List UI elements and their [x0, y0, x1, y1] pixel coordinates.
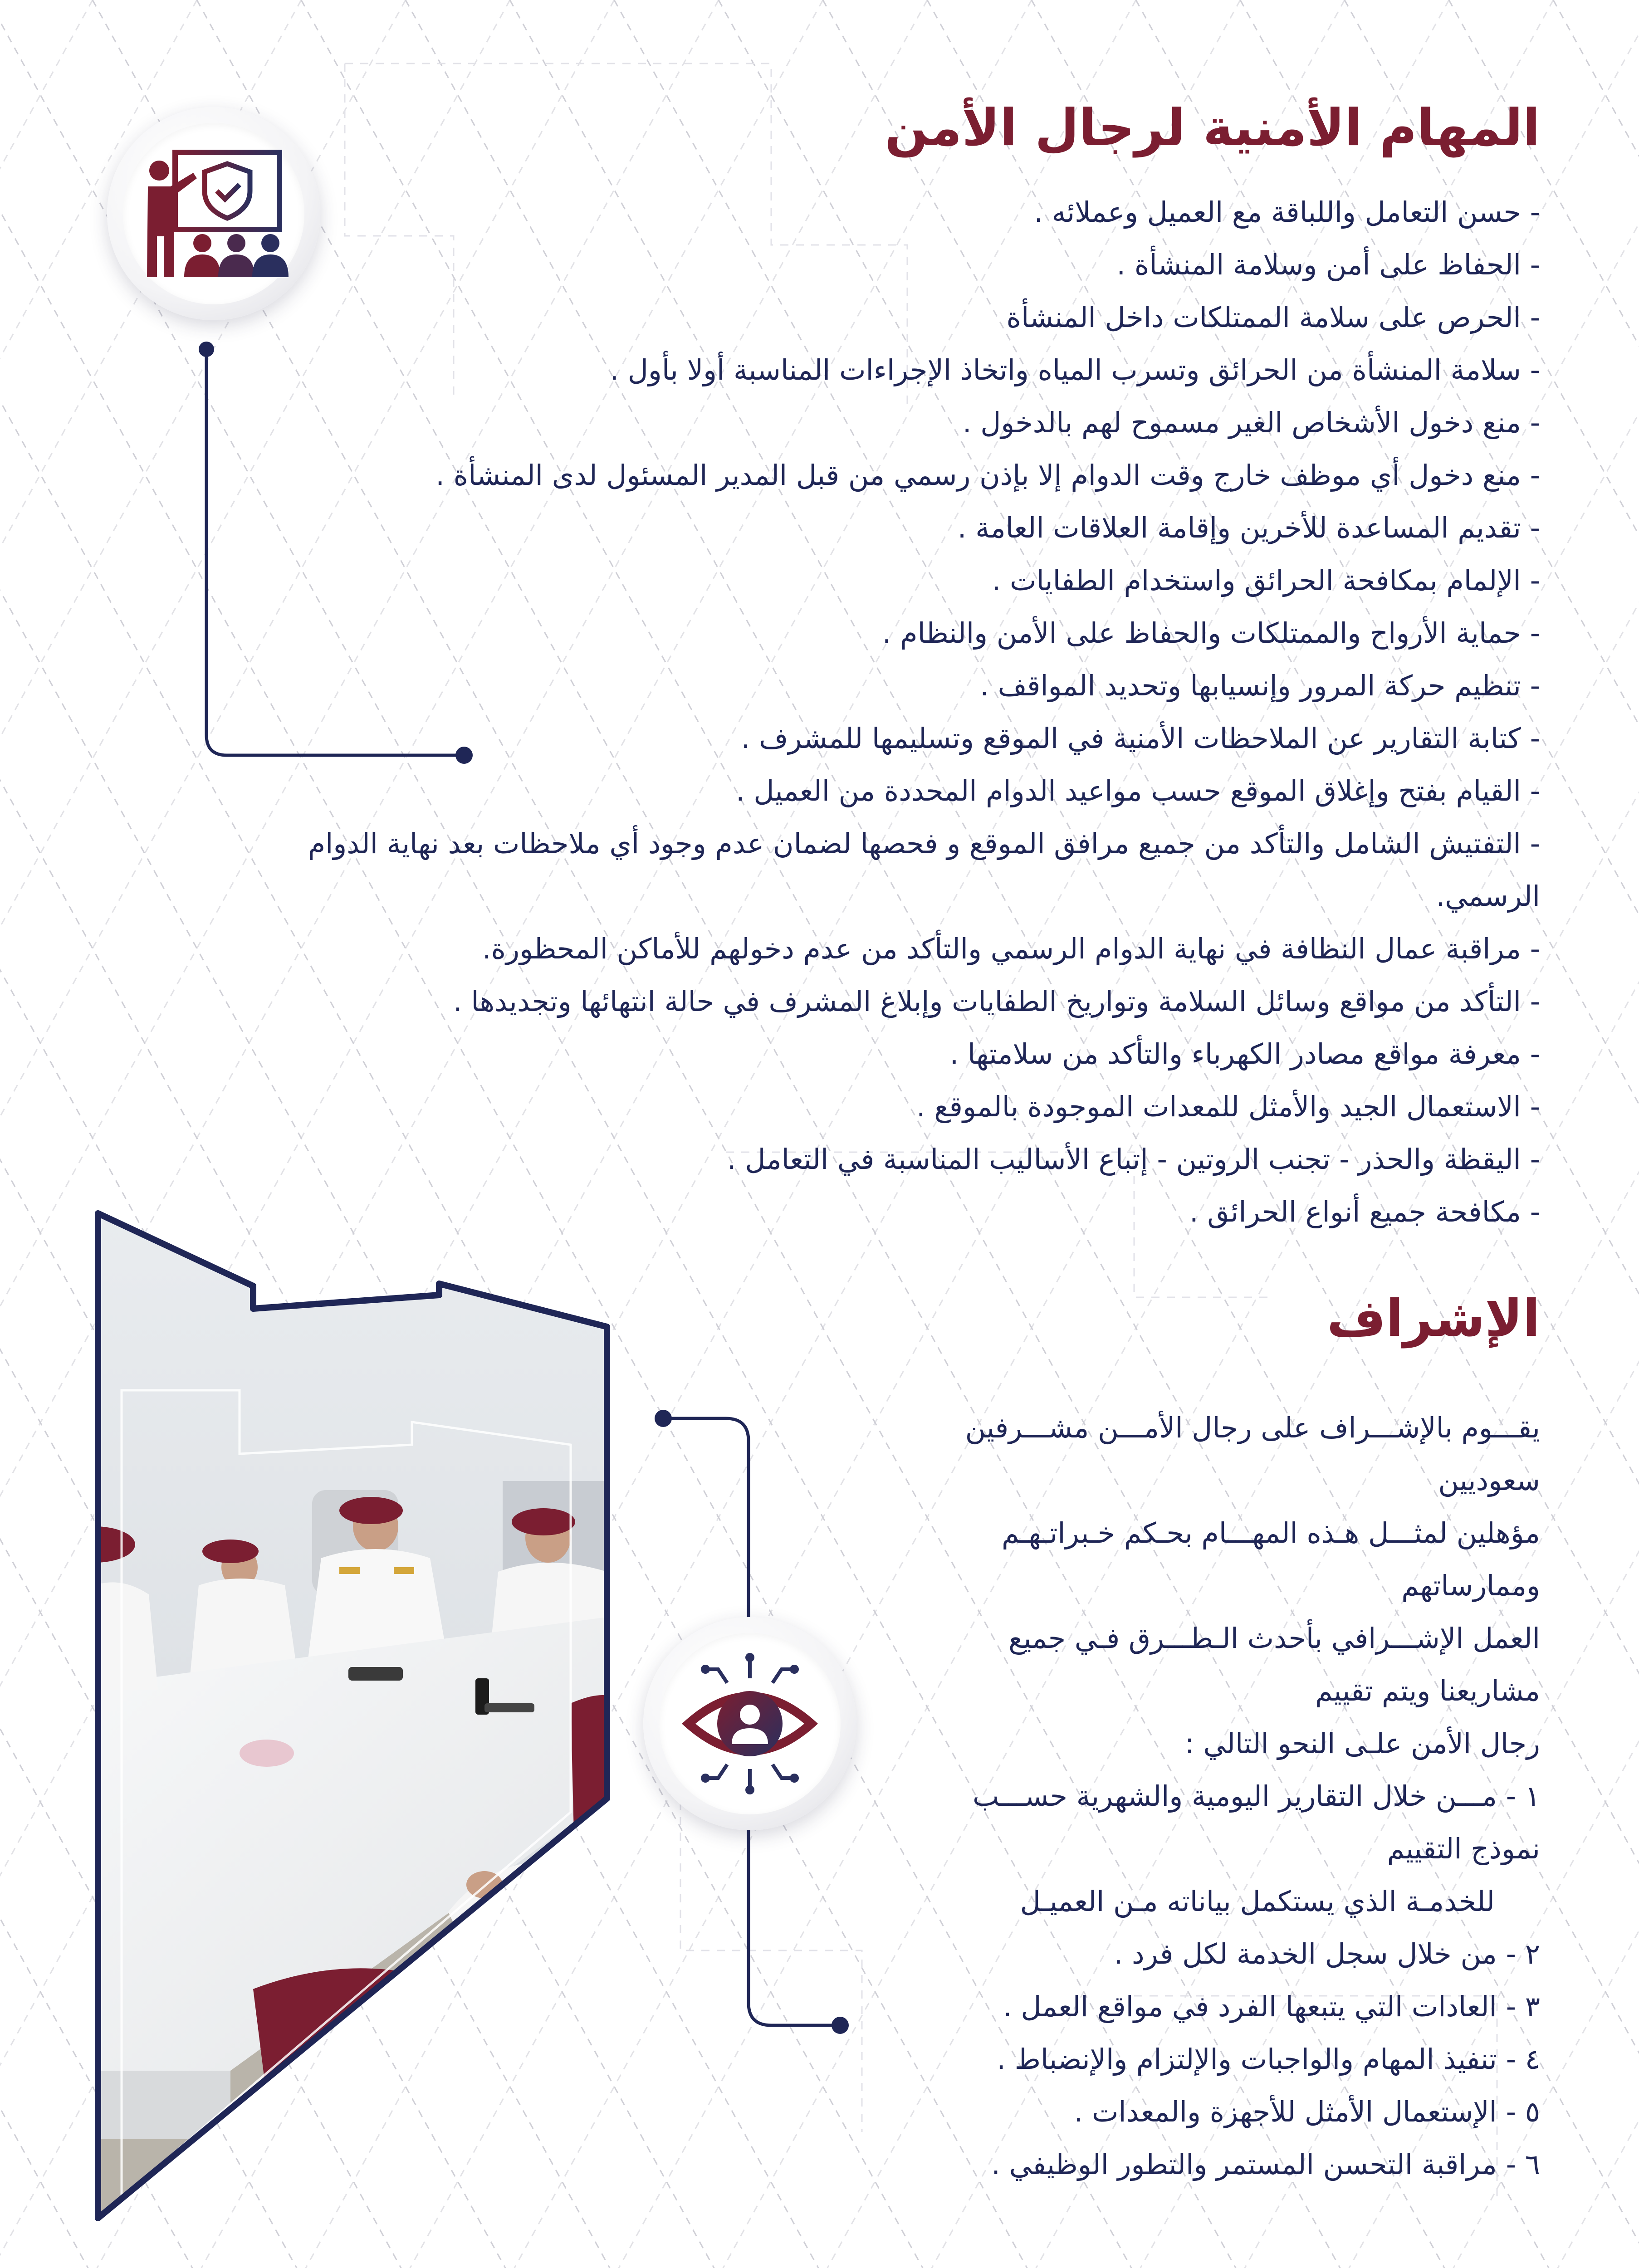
supervision-line: مشاريعنا ويتم تقييم: [1315, 1674, 1540, 1707]
list-item: - منع دخول أي موظف خارج وقت الدوام إلا بإذن رسمي من قبل المدير المسئول لدى المنشأة .: [435, 459, 1540, 492]
supervision-title: الإشراف: [1326, 1289, 1540, 1348]
duties-icon-badge: [107, 107, 320, 320]
list-item: - مراقبة عمال النظافة في نهاية الدوام الرسمي والتأكد من عدم دخولهم للأماكن المحظورة.: [482, 932, 1540, 965]
supervision-line: ٣ - العادات التي يتبعها الفرد في مواقع العمل .: [1003, 1990, 1540, 2023]
supervision-line: ٦ - مراقبة التحسن المستمر والتطور الوظيفي .: [991, 2148, 1540, 2181]
supervision-line: ٢ - من خلال سجل الخدمة لكل فرد .: [1114, 1937, 1540, 1970]
duties-connector-line: [206, 349, 463, 755]
eye-monitoring-network-icon: [677, 1651, 822, 1796]
list-item: - حسن التعامل واللباقة مع العميل وعملائه .: [1034, 196, 1540, 229]
supervision-line: ١ - مـــن خلال التقارير اليومية والشهرية حســـب: [972, 1779, 1540, 1813]
supervision-line: مؤهلين لمثـــل هـذه المهـــام بحـكم خـبراتـهـم: [1002, 1516, 1540, 1549]
supervision-icon-badge: [643, 1617, 856, 1830]
duties-title: المهام الأمنية لرجال الأمن: [885, 98, 1540, 157]
supervision-line: للخدمـة الذي يستكمل بياناته مـن العميـل: [1020, 1885, 1495, 1918]
duties-connector-dot-top: [199, 342, 214, 357]
supervision-line: نموذج التقييم: [1387, 1832, 1540, 1865]
list-item: - اليقظة والحذر - تجنب الروتين - إتباع الأساليب المناسبة في التعامل .: [727, 1143, 1540, 1176]
list-item: - منع دخول الأشخاص الغير مسموح لهم بالدخول .: [962, 406, 1540, 439]
supervision-line: ٤ - تنفيذ المهام والواجبات والإلتزام والإنضباط .: [997, 2043, 1540, 2076]
list-item: - حماية الأرواح والممتلكات والحفاظ على الأمن والنظام .: [882, 616, 1540, 650]
supervision-line: العمل الإشـــرافي بأحدث الـطـــرق فـي جميع: [1008, 1622, 1540, 1655]
list-item: - معرفة مواقع مصادر الكهرباء والتأكد من سلامتها .: [949, 1037, 1540, 1070]
list-item: - تقديم المساعدة للأخرين وإقامة العلاقات العامة .: [957, 511, 1540, 544]
list-item: - الحفاظ على أمن وسلامة المنشأة .: [1116, 248, 1540, 281]
list-item: - الاستعمال الجيد والأمثل للمعدات الموجودة بالموقع .: [916, 1090, 1540, 1123]
list-item: - كتابة التقارير عن الملاحظات الأمنية في الموقع وتسليمها للمشرف .: [741, 722, 1540, 755]
list-item: - تنظيم حركة المرور وإنسيابها وتحديد المواقف .: [980, 669, 1540, 702]
supervision-line: سعوديين: [1438, 1464, 1540, 1497]
list-item: - القيام بفتح وإغلاق الموقع حسب مواعيد الدوام المحددة من العميل .: [736, 774, 1540, 807]
list-item: - سلامة المنشأة من الحرائق وتسرب المياه واتخاذ الإجراءات المناسبة أولا بأول .: [610, 353, 1540, 386]
list-item: - الحرص على سلامة الممتلكات داخل المنشأة: [1006, 301, 1540, 334]
supervision-line: وممارساتهم: [1401, 1569, 1540, 1602]
supervision-line: ٥ - الإستعمال الأمثل للأجهزة والمعدات .: [1074, 2095, 1540, 2128]
supervision-connector-dot-start: [655, 1410, 672, 1427]
list-item: - التفتيش الشامل والتأكد من جميع مرافق الموقع و فحصها لضمان عدم وجود أي ملاحظات بعد نهاية الدوام الرسمي.: [308, 827, 1540, 913]
duties-connector-dot-end: [455, 747, 473, 764]
supervision-line: يقـــوم بالإشـــراف على رجال الأمـــن مشـــرفين: [965, 1411, 1540, 1444]
security-training-presentation-icon: [139, 146, 289, 282]
list-item: - مكافحة جميع أنواع الحرائق .: [1189, 1195, 1540, 1228]
list-item: - الإلمام بمكافحة الحرائق واستخدام الطفايات .: [992, 564, 1540, 597]
list-item: - التأكد من مواقع وسائل السلامة وتواريخ الطفايات وإبلاغ المشرف في حالة انتهائها وتجديدها .: [453, 985, 1540, 1018]
supervision-line: رجال الأمن علـى النحو التالي :: [1184, 1727, 1540, 1760]
supervision-connector-dot-end: [832, 2017, 849, 2034]
